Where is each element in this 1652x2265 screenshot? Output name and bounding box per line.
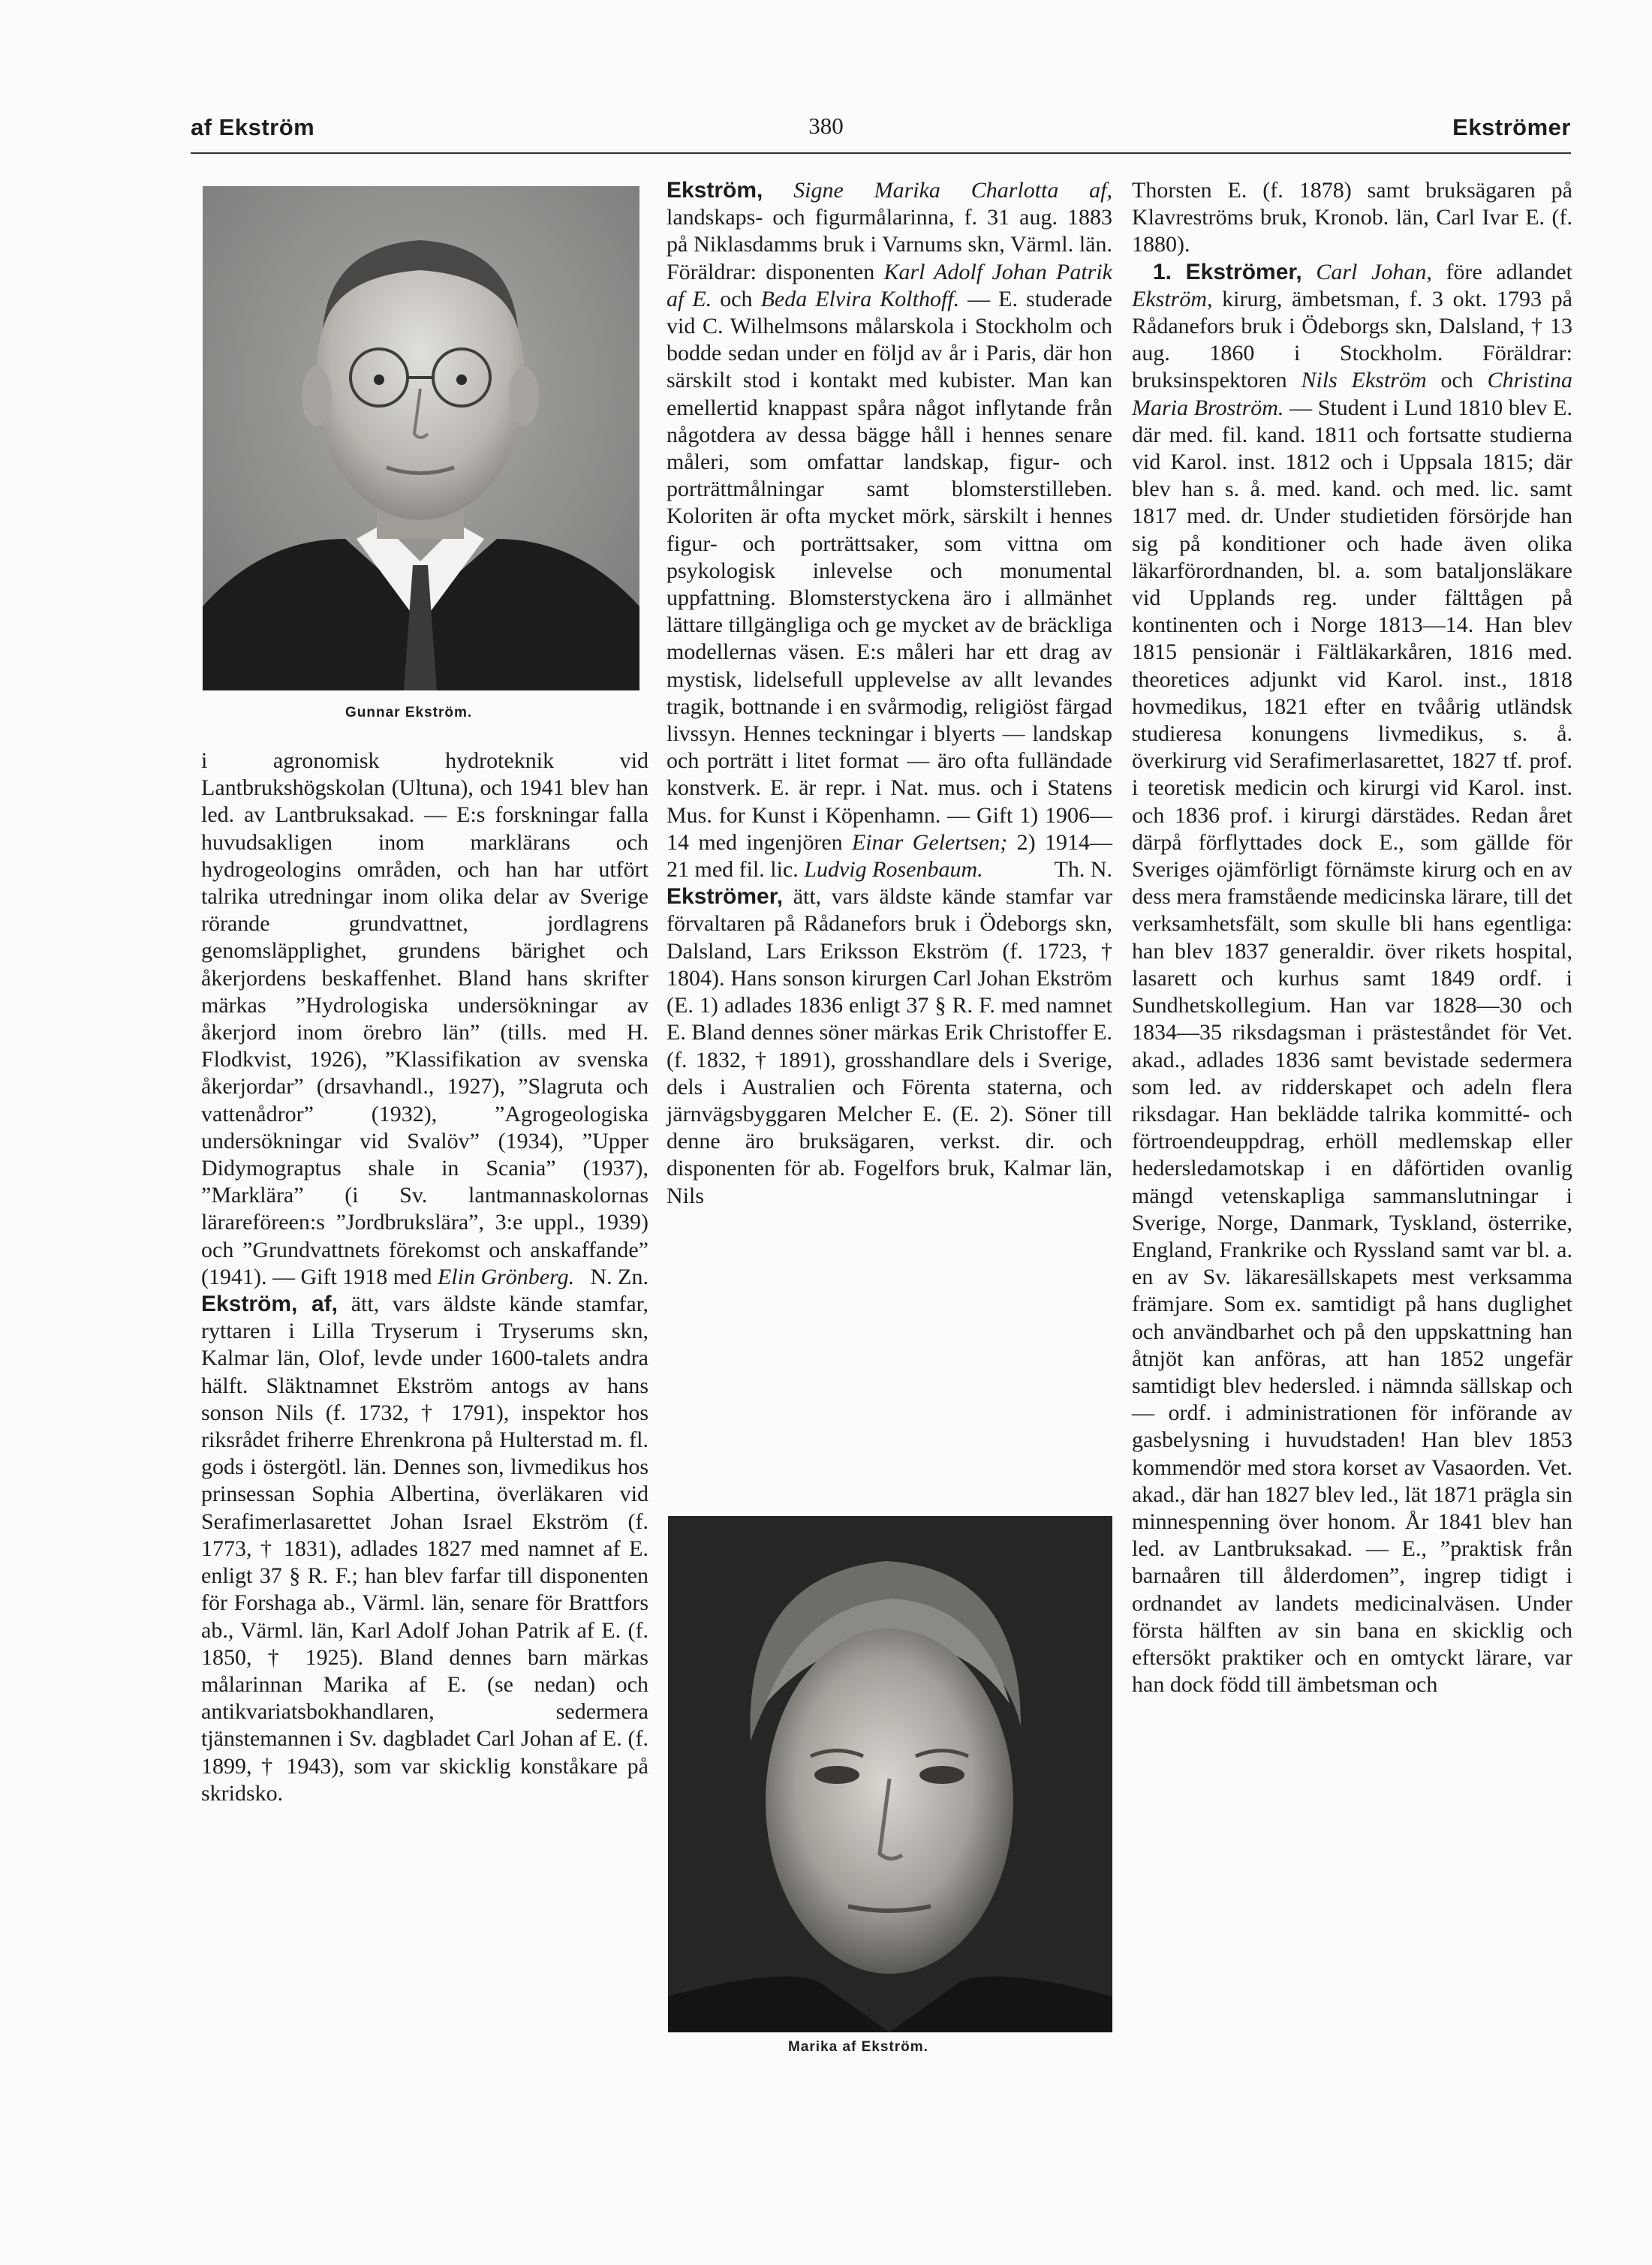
paragraph-gunnar-continued: i agronomisk hydroteknik vid Lantbrukshögskolan (Ultuna), och 1941 blev han led. av Lantbruksakad. — E:s forskningar falla huvudsakligen inom marklärans och hydrogeologins områden, och han har utfört talrika utredningar inom olika delar av Sverige rörande grundvattnet, jordlagrens genomsläpplighet, grundens bärighet och åkerjordens beskaffenhet. Bland hans skrifter märkas ”Hydrologiska undersökningar av åkerjord inom örebro län” (tills. med H. Flodkvist, 1926), ”Klassifikation av svenska åkerjordar” (drsavhandl., 1927), ”Slagruta och vattenådror” (1932), ”Agrogeologiska undersökningar vid Svalöv” (1934), ”Upper Didymograptus shale in Scania” (1937), ”Marklära” (i Sv. lantmannaskolornas lärareföreen:s ”Jordbrukslära”, 3:e uppl., 1939) och ”Grundvattnets förekomst och anskaffande” (1941). — Gift 1918 med Elin Grönberg. N. Zn. (201, 747, 648, 1291)
text-column-1 (201, 747, 648, 1807)
paragraph-ekstromer-continued: Thorsten E. (f. 1878) samt bruksägaren på Klavreströms bruk, Kronob. län, Carl Ivar E. (f. 1880). (1132, 178, 1572, 257)
entry-ekstrom-af: Ekström, af, ätt, vars äldste kände stamfar, ryttaren i Lilla Tryserum i Tryserums skn, Kalmar län, Olof, levde under 1600-talets andra hälft. Släktnamnet Ekström antogs av hans sonson Nils (f. 1732, † 1791), inspektor hos riksrådet friherre Ehrenkrona på Hulterstad m. fl. gods i östergötl. län. Dennes son, livmedikus hos prinsessan Sophia Albertina, överläkaren vid Serafimerlasarettet Johan Israel Ekström (f. 1773, † 1831), adlades 1827 med namnet af E. enligt 37 § R. F.; han blev farfar till disponenten för Forshaga ab., Värml. län, senare för Brattfors ab., Värml. län, Karl Adolf Johan Patrik af E. (f. 1850, † 1925). Bland dennes barn märkas målarinnan Marika af E. (se nedan) och antikvariatsbokhandlaren, sedermera tjänstemannen i Sv. dagbladet Carl Johan af E. (f. 1899, † 1943), som var skicklig konståkare på skridsko. (201, 1292, 648, 1806)
portrait-photo-gunnar (203, 186, 639, 690)
entry-ekstromer-att: Ekströmer, ätt, vars äldste kände stamfar var förvaltaren på Rådanefors bruk i Ödeborgs skn, Dalsland, Lars Eriksson Ekström (f. 1723, † 1804). Hans sonson kirurgen Carl Johan Ekström (E. 1) adlades 1836 enligt 37 § R. F. med namnet E. Bland dennes söner märkas Erik Christoffer E. (f. 1832, † 1891), grosshandlare dels i Sverige, dels i Australien och Förenta staterna, och järnvägsbyggaren Melcher E. (E. 2). Söner till denne äro bruksägaren, verkst. dir. och disponenten för ab. Fogelfors bruk, Kalmar län, Nils (667, 884, 1112, 1208)
author-signature: N. Zn. (590, 1264, 648, 1289)
text-column-2 (667, 177, 1112, 1210)
header-rule (191, 152, 1571, 154)
page-number: 380 (808, 113, 844, 139)
text-column-3 (1132, 177, 1572, 1698)
author-signature: Th. N. (1054, 857, 1112, 883)
entry-heading: Ekströmer, (667, 884, 784, 910)
running-head-left: af Ekström (191, 114, 315, 140)
entry-heading: Ekström, af, (201, 1292, 338, 1317)
entry-heading: Ekströmer, (1185, 259, 1302, 284)
entry-heading: Ekström, (667, 178, 763, 203)
entry-number: 1. (1153, 259, 1172, 284)
figure-caption-gunnar: Gunnar Ekström. (345, 705, 473, 720)
entry-marika-af-ekstrom: Ekström, Signe Marika Charlotta af, landskaps- och figurmålarinna, f. 31 aug. 1883 på Niklasdamms bruk i Varnums skn, Värml. län. Föräldrar: disponenten Karl Adolf Johan Patrik af E. och Beda Elvira Kolthoff. — E. studerade vid C. Wilhelmsons målarskola i Stockholm och bodde sedan under en följd av år i Paris, där hon särskilt stod i kontakt med kubister. Man kan emellertid knappast spåra något inflytande från någotdera av dessa bägge håll i hennes senare måleri, som omfattar landskap, figur- och porträttmålningar samt blomsterstilleben. Koloriten är ofta mycket mörk, särskilt i hennes figur- och porträttsaker, som vittna om psykologisk inlevelse och monumental uppfattning. Blomsterstyckena äro i allmänhet lättare tillgängliga och ge mycket av de bräckliga modellernas väsen. E:s måleri har ett drag av mystisk, lidelsefull upplevelse av allt levandes tragik, bottnande i en svårmodig, religiöst färgad livssyn. Hennes teckningar i blyerts — landskap och porträtt i litet format — äro ofta fulländade konstverk. E. är repr. i Nat. mus. och i Statens Mus. for Kunst i Köpenhamn. — Gift 1) 1906—14 med ingenjören Einar Gelertsen; 2) 1914—21 med fil. lic. Ludvig Rosenbaum. Th. N. (667, 177, 1112, 883)
entry-carl-johan-ekstromer: 1. Ekströmer, Carl Johan, före adlandet Ekström, kirurg, ämbetsman, f. 3 okt. 1793 på Rådanefors bruk i Ödeborgs skn, Dalsland, † 13 aug. 1860 i Stockholm. Föräldrar: bruksinspektoren Nils Ekström och Christina Maria Broström. — Student i Lund 1810 blev E. där med. fil. kand. 1811 och fortsatte studierna vid Karol. inst. 1812 och i Uppsala 1815; där blev han s. å. med. kand. och med. lic. samt 1817 med. dr. Under studietiden försörjde han sig på konditioner och hade även olika läkarförordnanden, bl. a. som bataljonsläkare vid Upplands reg. under fälttågen på kontinenten och i Norge 1813—14. Han blev 1815 pensionär i Fältläkarkåren, 1816 med. theoretices adjunkt vid Karol. inst., 1818 hovmedikus, 1821 efter en tvåårig utländsk studieresa konungens livmedikus, s. å. överkirurg vid Serafimerlasarettet, 1827 tf. prof. i teoretisk medicin och kirurgi vid Karol. inst. och 1836 prof. i kirurgi därstädes. Redan året därpå förflyttades dock E., som gällde för Sveriges ojämförligt förnämste kirurg och en av dess mera framstående medicinska lärare, till det verksamhetsfält, som skulle bli hans egentliga: han blev 1837 generaldir. över rikets hospital, lasarett och kurhus samt 1849 ordf. i Sundhetskollegium. Han var 1828—30 och 1834—35 riksdagsman i prästeståndet för Vet. akad., adlades 1836 samt bevistade sedermera som led. av ridderskapet och adeln flera riksdagar. Han beklädde talrika kommitté- och förtroendeuppdrag, erhöll medlemskap eller hedersledamotskap i en dåförtiden ovanlig mängd vetenskapliga sammanslutningar i Sverige, Norge, Danmark, Tyskland, österrike, England, Frankrike och Ryssland samt var bl. a. en av Sv. läkaresällskapets mest verksamma främjare. Som ex. samtidigt på hans duglighet och användbarhet och på den uppskattning han åtnjöt kan anföras, att han 1852 ungefär samtidigt blev hedersled. i nämnda sällskap och — ordf. i administrationen för införande av gasbelysning i huvudstaden! Han blev 1853 kommendör med stora korset av Vasaorden. Vet. akad., där han 1827 blev led., lät 1871 prägla sin minnespenning över honom. År 1841 blev han led. av Lantbruksakad. — E., ”praktisk från barnaåren till ålderdomen”, ingrep tidigt i ordnandet av landets medicinalväsen. Under första hälften av sin bana en skicklig och eftersökt praktiker och en omtyckt lärare, var han dock född till ämbetsman och (1132, 259, 1572, 1698)
figure-caption-marika: Marika af Ekström. (788, 2039, 928, 2055)
portrait-photo-marika (668, 1516, 1112, 2032)
running-head-right: Ekströmer (1452, 114, 1571, 140)
